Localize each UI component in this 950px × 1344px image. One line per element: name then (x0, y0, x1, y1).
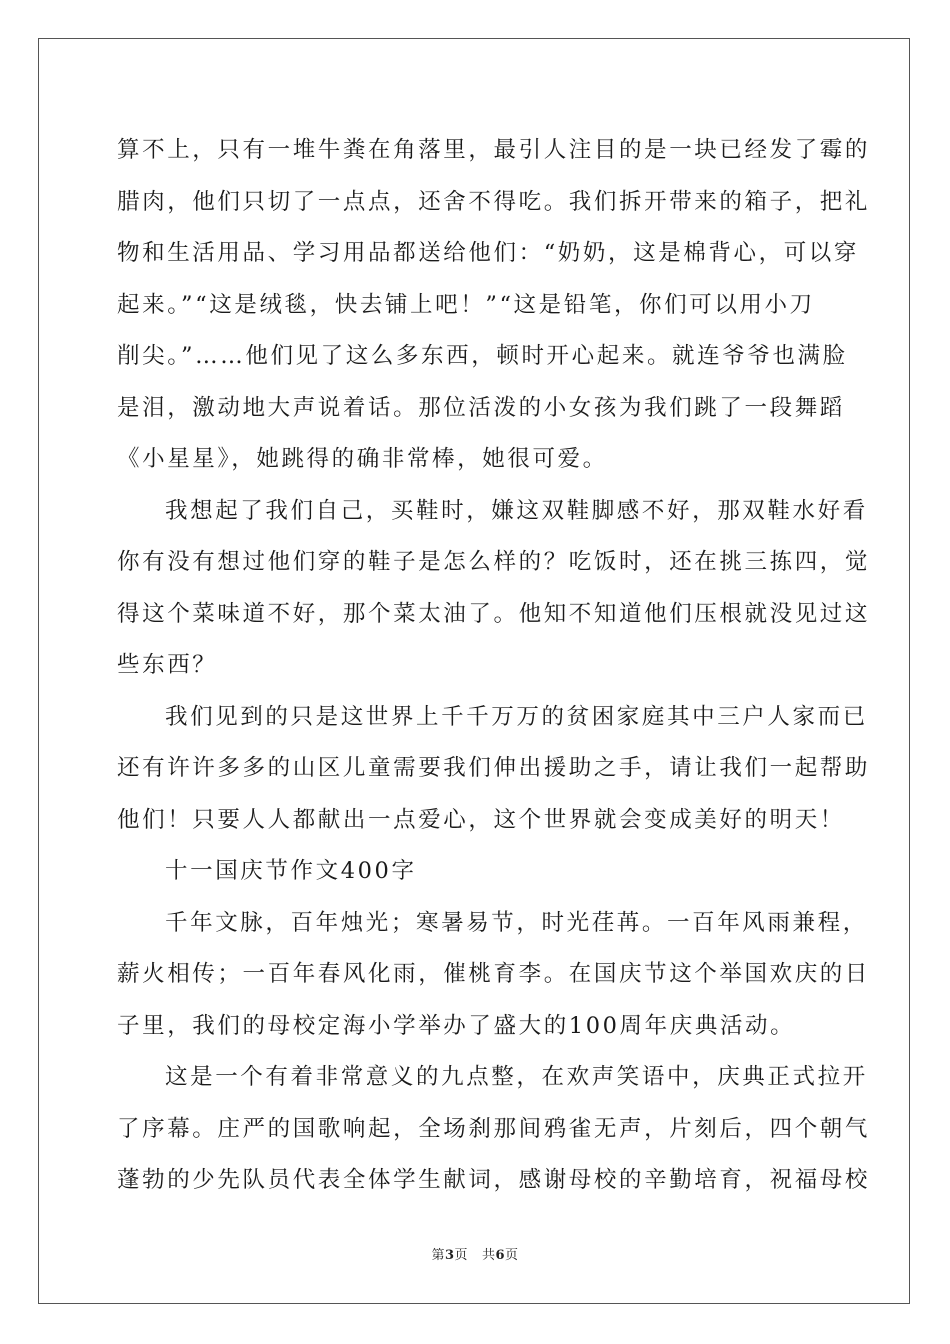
text-line: 你有没有想过他们穿的鞋子是怎么样的？吃饭时，还在挑三拣四，觉 (117, 549, 871, 575)
text-line: 削尖。”……他们见了这么多东西，顿时开心起来。就连爷爷也满脸 (117, 343, 848, 369)
text-line: 算不上，只有一堆牛粪在角落里，最引人注目的是一块已经发了霉的 (117, 137, 871, 163)
text-line: 些东西？ (117, 652, 218, 678)
text-line: 物和生活用品、学习用品都送给他们：“奶奶，这是棉背心，可以穿 (117, 240, 860, 266)
total-page-number: 6 (495, 1248, 506, 1263)
footer-total-suffix: 页 (505, 1248, 519, 1263)
text-line: 千年文脉，百年烛光；寒暑易节，时光荏苒。一百年风雨兼程， (165, 909, 868, 936)
text-line: 蓬勃的少先队员代表全体学生献词，感谢母校的辛勤培育，祝福母校 (117, 1167, 871, 1193)
text-line: 是泪，激动地大声说着话。那位活泼的小女孩为我们跳了一段舞蹈 (117, 394, 845, 421)
text-line: 《小星星》，她跳得的确非常棒，她很可爱。 (117, 446, 608, 472)
footer-page-suffix: 页 (454, 1248, 469, 1263)
section-heading: 十一国庆节作文400字 (165, 858, 417, 884)
footer-total-prefix: 共 (481, 1248, 496, 1263)
footer-prefix: 第 (431, 1248, 445, 1263)
document-body (117, 130, 871, 1212)
text-line: 子里，我们的母校定海小学举办了盛大的100周年庆典活动。 (117, 1012, 796, 1039)
text-line: 起来。”“这是绒毯，快去铺上吧！”“这是铅笔，你们可以用小刀 (117, 291, 815, 318)
current-page-number: 3 (444, 1248, 455, 1263)
text-line: 我想起了我们自己，买鞋时，嫌这双鞋脚感不好，那双鞋水好看 (165, 497, 868, 524)
text-line: 这是一个有着非常意义的九点整，在欢声笑语中，庆典正式拉开 (165, 1064, 868, 1090)
text-line: 腊肉，他们只切了一点点，还舍不得吃。我们拆开带来的箱子，把礼 (117, 188, 871, 215)
text-line: 还有许许多多的山区儿童需要我们伸出援助之手，请让我们一起帮助 (117, 755, 871, 781)
text-line: 了序幕。庄严的国歌响起，全场刹那间鸦雀无声，片刻后，四个朝气 (117, 1115, 871, 1142)
text-line: 得这个菜味道不好，那个菜太油了。他知不知道他们压根就没见过这 (117, 600, 871, 627)
text-line: 他们！只要人人都献出一点爱心，这个世界就会变成美好的明天！ (117, 806, 845, 833)
text-line: 我们见到的只是这世界上千千万万的贫困家庭其中三户人家而已 (165, 703, 868, 730)
text-line: 薪火相传；一百年春风化雨，催桃育李。在国庆节这个举国欢庆的日 (117, 961, 871, 987)
page-footer (0, 1244, 950, 1263)
